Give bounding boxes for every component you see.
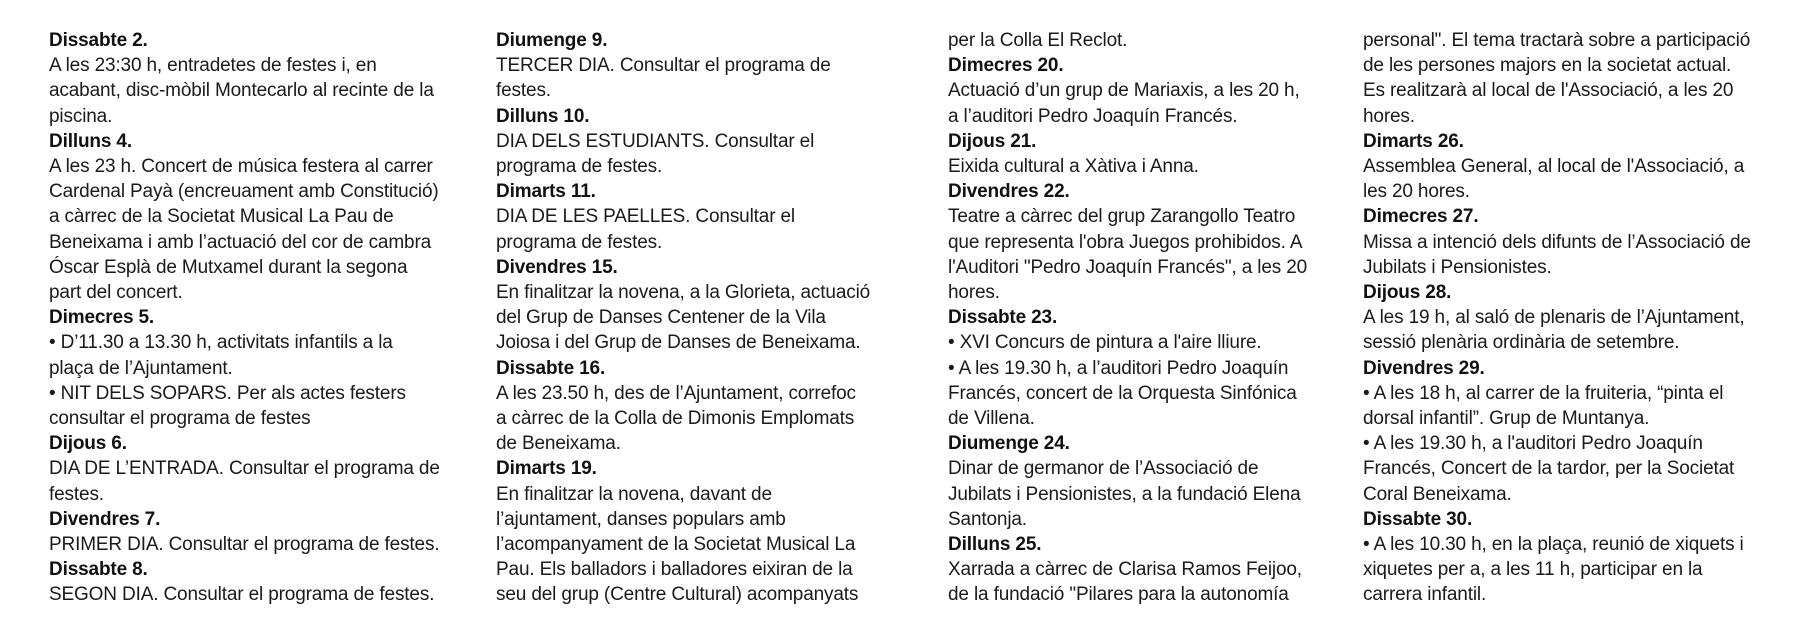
event-text-line: a càrrec de la Societat Musical La Pau de [49,206,394,228]
day-heading: Dijous 28. [1363,282,1452,304]
event-text-line: Dinar de germanor de l’Associació de [948,458,1259,480]
event-text-line: Eixida cultural a Xàtiva i Anna. [948,156,1199,178]
event-text-line: Joiosa i del Grup de Danses de Beneixama. [496,332,861,354]
event-text-line: • XVI Concurs de pintura a l'aire lliure. [948,332,1262,354]
day-heading: Divendres 29. [1363,357,1485,379]
day-heading: Dimarts 19. [496,458,597,480]
event-text-line: • A les 18 h, al carrer de la fruiteria, “pinta el [1363,382,1724,404]
event-text-line: A les 23.50 h, des de l’Ajuntament, correfoc [496,382,856,404]
event-text-line: plaça de l’Ajuntament. [49,357,233,379]
event-text-line: sessió plenària ordinària de setembre. [1363,332,1680,354]
event-text-line: l’ajuntament, danses populars amb [496,508,786,530]
event-text-line: de Beneixama. [496,433,621,455]
event-text-line: a l’auditori Pedro Joaquín Francés. [948,105,1238,127]
day-heading: Diumenge 9. [496,30,608,51]
day-heading: Dijous 6. [49,433,127,455]
day-heading: Dissabte 2. [49,30,148,51]
day-heading: Divendres 22. [948,181,1070,203]
column-2 [496,28,891,608]
day-heading: Dimecres 20. [948,55,1064,77]
day-heading: Dissabte 16. [496,357,606,379]
event-text-line: a càrrec de la Colla de Dimonis Emplomats [496,408,855,430]
event-text-line: per la Colla El Reclot. [948,30,1128,51]
day-heading: Dimecres 27. [1363,206,1479,228]
event-text-line: les 20 hores. [1363,181,1470,203]
day-heading: Dilluns 10. [496,105,590,127]
event-text-line: Óscar Esplà de Mutxamel durant la segona [49,256,408,278]
event-text-line: festes. [49,483,104,505]
event-text-line: En finalitzar la novena, a la Glorieta, actuació [496,282,871,304]
event-text-line: dorsal infantil”. Grup de Muntanya. [1363,408,1650,430]
event-text-line: A les 23:30 h, entradetes de festes i, en [49,55,377,77]
event-text-line: DIA DE LES PAELLES. Consultar el [496,206,795,228]
event-text-line: Beneixama i amb l’actuació del cor de cambra [49,231,432,253]
day-heading: Divendres 7. [49,508,161,530]
column-3 [948,28,1328,608]
event-text-line: Xarrada a càrrec de Clarisa Ramos Feijoo, [948,559,1302,581]
event-text-line: hores. [948,282,1000,304]
day-heading: Dilluns 25. [948,534,1042,556]
event-text-line: A les 23 h. Concert de música festera al carrer [49,156,433,178]
day-heading: Dimarts 11. [496,181,596,203]
event-text-line: PRIMER DIA. Consultar el programa de festes. [49,534,440,556]
event-text-line: A les 19 h, al saló de plenaris de l’Ajuntament, [1363,307,1745,329]
event-text-line: de Villena. [948,408,1035,430]
event-text-line: DIA DE L’ENTRADA. Consultar el programa de [49,458,440,480]
event-text-line: Actuació d’un grup de Mariaxis, a les 20 h, [948,80,1300,102]
event-text-line: del Grup de Danses Centener de la Vila [496,307,826,329]
event-text-line: xiquetes per a, a les 11 h, participar en la [1363,559,1703,581]
event-text-line: carrera infantil. [1363,584,1487,606]
event-text-line: que representa l'obra Juegos prohibidos. A [948,231,1303,253]
day-heading: Diumenge 24. [948,433,1070,455]
event-text-line: Pau. Els balladors i balladores eixiran de la [496,559,853,581]
day-heading: Dissabte 30. [1363,508,1473,530]
event-text-line: Santonja. [948,508,1027,530]
event-text-line: • NIT DELS SOPARS. Per als actes festers [49,382,406,404]
column-1 [49,28,469,608]
event-text-line: Assemblea General, al local de l'Associació, a [1363,156,1745,178]
event-text-line: de la fundació "Pilares para la autonomía [948,584,1289,606]
event-text-line: festes. [496,80,551,102]
event-text-line: acabant, disc-mòbil Montecarlo al recinte de la [49,80,434,102]
day-heading: Dijous 21. [948,130,1037,152]
event-text-line: Missa a intenció dels difunts de l’Associació de [1363,231,1751,253]
event-text-line: • D’11.30 a 13.30 h, activitats infantils a la [49,332,393,354]
day-heading: Dimecres 5. [49,307,155,329]
event-text-line: consultar el programa de festes [49,408,311,430]
event-text-line: En finalitzar la novena, davant de [496,483,772,505]
event-text-line: Francés, concert de la Orquesta Sinfónica [948,382,1297,404]
event-text-line: programa de festes. [496,231,663,253]
event-text-line: Es realitzarà al local de l'Associació, a les 20 [1363,80,1734,102]
event-text-line: personal". El tema tractarà sobre a participació [1363,30,1751,51]
event-text-line: l'Auditori "Pedro Joaquín Francés", a les 20 [948,256,1308,278]
event-text-line: Coral Beneixama. [1363,483,1512,505]
event-text-line: Cardenal Payà (encreuament amb Constitució) [49,181,439,203]
day-heading: Dilluns 4. [49,130,132,152]
event-text-line: Francés, Concert de la tardor, per la Societat [1363,458,1735,480]
event-text-line: de les persones majors en la societat actual. [1363,55,1732,77]
day-heading: Dissabte 23. [948,307,1058,329]
event-text-line: DIA DELS ESTUDIANTS. Consultar el [496,130,815,152]
event-text-line: piscina. [49,105,113,127]
event-text-line: • A les 10.30 h, en la plaça, reunió de xiquets i [1363,534,1744,556]
event-text-line: Teatre a càrrec del grup Zarangollo Teatro [948,206,1296,228]
day-heading: Dimarts 26. [1363,130,1464,152]
event-text-line: part del concert. [49,282,183,304]
event-text-line: SEGON DIA. Consultar el programa de festes. [49,584,435,606]
event-text-line: hores. [1363,105,1415,127]
column-4 [1363,28,1783,608]
event-text-line: Jubilats i Pensionistes, a la fundació Elena [948,483,1301,505]
event-text-line: seu del grup (Centre Cultural) acompanyats [496,584,859,606]
event-text-line: l’acompanyament de la Societat Musical La [496,534,856,556]
event-text-line: • A les 19.30 h, a l'auditori Pedro Joaquín [1363,433,1703,455]
event-text-line: Jubilats i Pensionistes. [1363,256,1552,278]
day-heading: Dissabte 8. [49,559,148,581]
day-heading: Divendres 15. [496,256,618,278]
event-text-line: programa de festes. [496,156,663,178]
event-text-line: TERCER DIA. Consultar el programa de [496,55,831,77]
event-text-line: • A les 19.30 h, a l’auditori Pedro Joaquín [948,357,1289,379]
